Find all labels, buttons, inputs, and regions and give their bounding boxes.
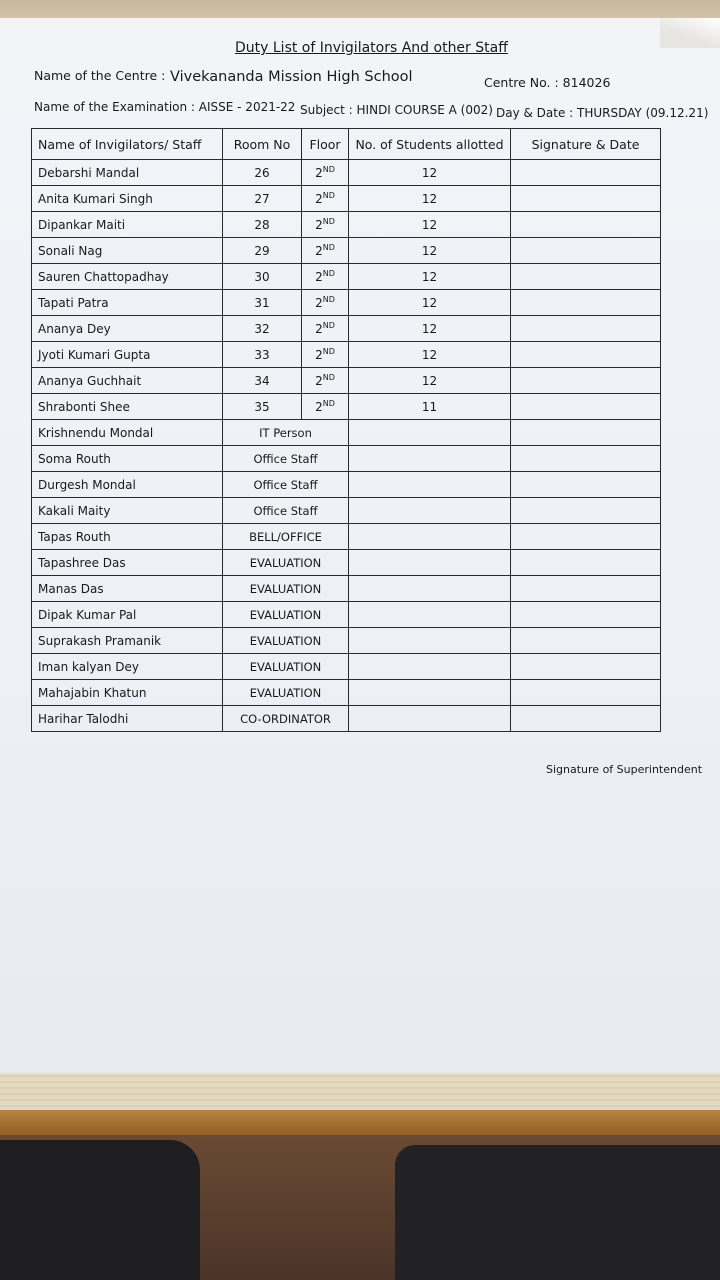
table-row <box>32 186 661 212</box>
staff-role: Office Staff <box>223 446 349 472</box>
table-body <box>32 160 661 732</box>
signature-cell <box>511 212 661 238</box>
invigilator-name: Dipankar Maiti <box>32 212 223 238</box>
floor <box>302 238 349 264</box>
floor <box>302 342 349 368</box>
floor-suffix: ND <box>322 321 335 330</box>
signature-cell <box>511 550 661 576</box>
students-cell <box>349 446 511 472</box>
signature-cell <box>511 628 661 654</box>
floor-number: 2 <box>315 192 323 206</box>
signature-cell <box>511 186 661 212</box>
students-cell <box>349 524 511 550</box>
signature-cell <box>511 680 661 706</box>
invigilator-name: Ananya Dey <box>32 316 223 342</box>
leg-right <box>395 1145 720 1280</box>
staff-role: EVALUATION <box>223 654 349 680</box>
students-allotted: 11 <box>349 394 511 420</box>
students-cell <box>349 654 511 680</box>
table-row <box>32 576 661 602</box>
room-number: 35 <box>223 394 302 420</box>
floor <box>302 186 349 212</box>
floor <box>302 264 349 290</box>
centre-label: Name of the Centre : <box>34 68 166 83</box>
students-cell <box>349 472 511 498</box>
students-allotted: 12 <box>349 342 511 368</box>
table-row <box>32 290 661 316</box>
signature-cell <box>511 290 661 316</box>
invigilator-name: Jyoti Kumari Gupta <box>32 342 223 368</box>
table-row <box>32 342 661 368</box>
header-signature: Signature & Date <box>511 129 661 160</box>
students-allotted: 12 <box>349 264 511 290</box>
table-row <box>32 446 661 472</box>
floor-number: 2 <box>315 244 323 258</box>
floor <box>302 394 349 420</box>
signature-cell <box>511 706 661 732</box>
staff-name: Suprakash Pramanik <box>32 628 223 654</box>
table-row <box>32 524 661 550</box>
staff-role: BELL/OFFICE <box>223 524 349 550</box>
room-number: 30 <box>223 264 302 290</box>
floor <box>302 316 349 342</box>
table-row <box>32 420 661 446</box>
staff-role: Office Staff <box>223 472 349 498</box>
room-number: 33 <box>223 342 302 368</box>
staff-name: Krishnendu Mondal <box>32 420 223 446</box>
students-allotted: 12 <box>349 160 511 186</box>
table-row <box>32 680 661 706</box>
staff-role: Office Staff <box>223 498 349 524</box>
invigilator-name: Ananya Guchhait <box>32 368 223 394</box>
signature-cell <box>511 394 661 420</box>
staff-name: Tapas Routh <box>32 524 223 550</box>
students-allotted: 12 <box>349 316 511 342</box>
staff-name: Dipak Kumar Pal <box>32 602 223 628</box>
document-paper <box>0 18 720 1073</box>
table-row <box>32 628 661 654</box>
floor-number: 2 <box>315 270 323 284</box>
room-number: 29 <box>223 238 302 264</box>
table-row <box>32 316 661 342</box>
table-row <box>32 706 661 732</box>
floor-suffix: ND <box>322 373 335 382</box>
staff-role: IT Person <box>223 420 349 446</box>
table-row <box>32 472 661 498</box>
floor-suffix: ND <box>322 243 335 252</box>
staff-role: EVALUATION <box>223 550 349 576</box>
staff-name: Harihar Talodhi <box>32 706 223 732</box>
table-header-row <box>32 129 661 160</box>
exam-label: Name of the Examination : AISSE - 2021-22 <box>34 100 296 114</box>
superintendent-signature: Signature of Superintendent <box>546 763 703 776</box>
paper-fold <box>660 18 720 48</box>
room-number: 26 <box>223 160 302 186</box>
floor-suffix: ND <box>322 399 335 408</box>
staff-role: EVALUATION <box>223 602 349 628</box>
table-row <box>32 368 661 394</box>
signature-cell <box>511 160 661 186</box>
staff-role: EVALUATION <box>223 680 349 706</box>
leg-left <box>0 1140 200 1280</box>
signature-cell <box>511 368 661 394</box>
staff-name: Iman kalyan Dey <box>32 654 223 680</box>
table-row <box>32 394 661 420</box>
staff-role: CO-ORDINATOR <box>223 706 349 732</box>
floor <box>302 368 349 394</box>
invigilator-name: Shrabonti Shee <box>32 394 223 420</box>
table-row <box>32 654 661 680</box>
staff-role: EVALUATION <box>223 576 349 602</box>
invigilator-name: Sonali Nag <box>32 238 223 264</box>
signature-cell <box>511 446 661 472</box>
floor-suffix: ND <box>322 217 335 226</box>
signature-cell <box>511 316 661 342</box>
students-cell <box>349 420 511 446</box>
signature-cell <box>511 238 661 264</box>
signature-cell <box>511 342 661 368</box>
signature-cell <box>511 472 661 498</box>
room-number: 32 <box>223 316 302 342</box>
floor-suffix: ND <box>322 295 335 304</box>
header-room: Room No <box>223 129 302 160</box>
day-date: Day & Date : THURSDAY (09.12.21) <box>496 106 709 120</box>
signature-cell <box>511 524 661 550</box>
students-allotted: 12 <box>349 238 511 264</box>
signature-cell <box>511 420 661 446</box>
floor-number: 2 <box>315 400 323 414</box>
invigilator-name: Sauren Chattopadhay <box>32 264 223 290</box>
table-row <box>32 212 661 238</box>
signature-cell <box>511 576 661 602</box>
floor-suffix: ND <box>322 269 335 278</box>
floor-suffix: ND <box>322 191 335 200</box>
table-row <box>32 550 661 576</box>
students-allotted: 12 <box>349 368 511 394</box>
students-cell <box>349 602 511 628</box>
staff-name: Mahajabin Khatun <box>32 680 223 706</box>
staff-name: Manas Das <box>32 576 223 602</box>
staff-name: Kakali Maity <box>32 498 223 524</box>
students-cell <box>349 680 511 706</box>
staff-name: Durgesh Mondal <box>32 472 223 498</box>
students-cell <box>349 628 511 654</box>
staff-name: Tapashree Das <box>32 550 223 576</box>
document-title: Duty List of Invigilators And other Staff <box>235 40 508 56</box>
students-allotted: 12 <box>349 186 511 212</box>
table-row <box>32 498 661 524</box>
header-students: No. of Students allotted <box>349 129 511 160</box>
header-name: Name of Invigilators/ Staff <box>32 129 223 160</box>
floor <box>302 212 349 238</box>
staff-name: Soma Routh <box>32 446 223 472</box>
room-number: 27 <box>223 186 302 212</box>
duty-table <box>31 128 661 732</box>
room-number: 31 <box>223 290 302 316</box>
floor <box>302 290 349 316</box>
students-cell <box>349 550 511 576</box>
signature-cell <box>511 264 661 290</box>
staff-role: EVALUATION <box>223 628 349 654</box>
table-row <box>32 238 661 264</box>
floor <box>302 160 349 186</box>
floor-number: 2 <box>315 218 323 232</box>
table-row <box>32 264 661 290</box>
students-cell <box>349 498 511 524</box>
students-cell <box>349 576 511 602</box>
students-allotted: 12 <box>349 290 511 316</box>
floor-number: 2 <box>315 322 323 336</box>
floor-suffix: ND <box>322 347 335 356</box>
signature-cell <box>511 654 661 680</box>
floor-number: 2 <box>315 166 323 180</box>
students-allotted: 12 <box>349 212 511 238</box>
floor-suffix: ND <box>322 165 335 174</box>
invigilator-name: Debarshi Mandal <box>32 160 223 186</box>
students-cell <box>349 706 511 732</box>
table-row <box>32 602 661 628</box>
room-number: 28 <box>223 212 302 238</box>
signature-cell <box>511 602 661 628</box>
floor-number: 2 <box>315 374 323 388</box>
signature-cell <box>511 498 661 524</box>
header-floor: Floor <box>302 129 349 160</box>
subject: Subject : HINDI COURSE A (002) <box>300 103 493 117</box>
room-number: 34 <box>223 368 302 394</box>
centre-name: Vivekananda Mission High School <box>170 69 413 85</box>
table-row <box>32 160 661 186</box>
floor-number: 2 <box>315 348 323 362</box>
centre-number: Centre No. : 814026 <box>484 75 611 90</box>
floor-number: 2 <box>315 296 323 310</box>
invigilator-name: Tapati Patra <box>32 290 223 316</box>
invigilator-name: Anita Kumari Singh <box>32 186 223 212</box>
